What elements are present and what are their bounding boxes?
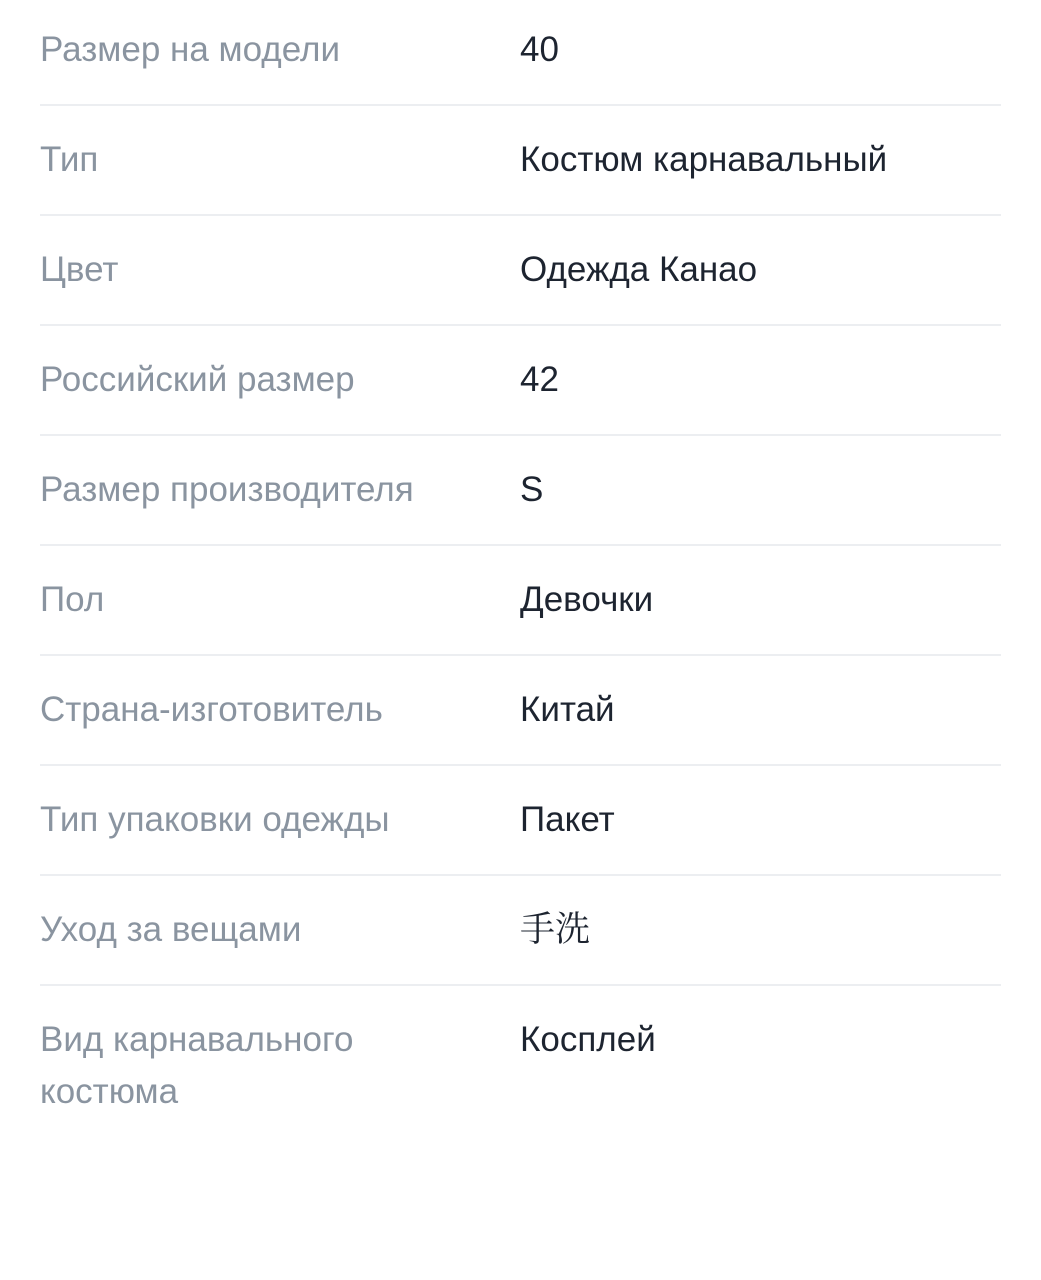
characteristic-value: 42 [520,360,559,399]
table-row [40,766,1001,876]
characteristic-value: Девочки [520,580,654,619]
table-row [40,106,1001,216]
characteristic-value: S [520,470,544,509]
characteristic-label: Тип упаковки одежды [40,800,390,839]
table-row [40,216,1001,326]
characteristic-label: Уход за вещами [40,910,302,949]
characteristic-value: Пакет [520,800,615,839]
characteristic-value: Китай [520,690,615,729]
characteristic-value: 手洗 [520,910,591,949]
characteristic-value: Одежда Канао [520,250,758,289]
characteristic-value: 40 [520,30,559,69]
characteristic-label: Пол [40,580,105,619]
characteristic-value: Костюм карнавальный [520,140,888,179]
characteristic-label: Российский размер [40,360,355,399]
characteristic-value: Косплей [520,1020,656,1059]
characteristic-label: Цвет [40,250,119,289]
characteristic-label: Тип [40,140,99,179]
characteristic-label: Размер производителя [40,470,414,509]
table-row [40,436,1001,546]
table-row [40,876,1001,986]
table-row [40,656,1001,766]
table-row [40,0,1001,106]
table-row [40,326,1001,436]
table-row [40,986,1001,1146]
characteristic-label: Размер на модели [40,30,340,69]
characteristic-label: Страна-изготовитель [40,690,383,729]
characteristic-label: Вид карнавального костюма [40,1020,354,1111]
table-row [40,546,1001,656]
